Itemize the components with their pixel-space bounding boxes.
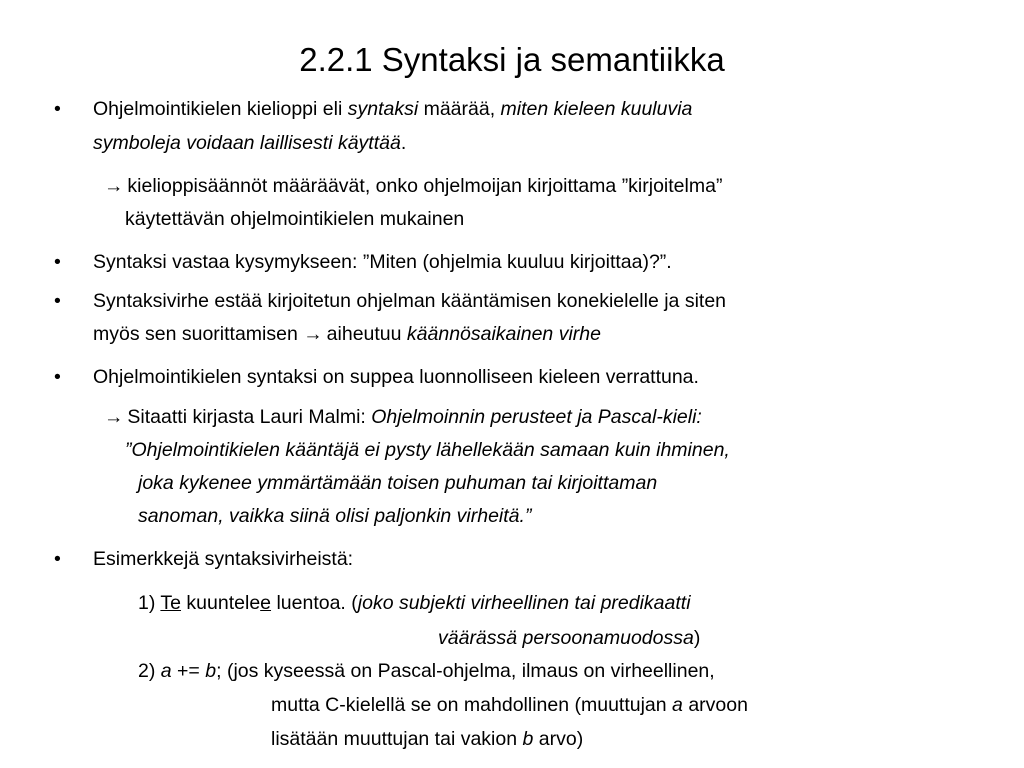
bullet-2-line-1: Syntaksi vastaa kysymykseen: ”Miten (ohjelmia kuuluu kirjoittaa)?”. (93, 251, 672, 273)
bullet-icon: • (54, 366, 61, 388)
text: lisätään muuttujan tai vakion (271, 728, 523, 750)
arrow-icon: → (303, 323, 323, 345)
bullet-icon: • (54, 98, 61, 120)
text-italic: joko subjekti virheellinen tai predikaatti (357, 592, 691, 614)
bullet-1-line-1 (93, 96, 692, 122)
example-2-line-3 (271, 726, 583, 752)
text-italic: ”Ohjelmointikielen kääntäjä ei pysty lähellekään samaan kuin ihminen, (125, 439, 730, 461)
text: Ohjelmointikielen kielioppi eli (93, 98, 348, 120)
text-italic: väärässä persoonamuodossa (438, 627, 694, 649)
example-1-line-1 (138, 590, 691, 616)
bullet-1-sub-line-2: käytettävän ohjelmointikielen mukainen (125, 208, 465, 230)
text-italic: symboleja voidaan laillisesti käyttää (93, 132, 401, 154)
slide-title: 2.2.1 Syntaksi ja semantiikka (299, 41, 725, 78)
quote-line-2 (125, 437, 730, 463)
bullet-5-line-1: Esimerkkejä syntaksivirheistä: (93, 548, 354, 570)
text-italic: a (672, 694, 683, 716)
arrow-icon: → (104, 175, 124, 197)
text: 1) (138, 592, 161, 614)
text: määrää, (418, 98, 501, 120)
text: mutta C-kielellä se on mahdollinen (muuttujan (271, 694, 673, 716)
text: Sitaatti kirjasta Lauri Malmi: (122, 406, 372, 428)
bullet-icon: • (54, 251, 61, 273)
text: ; (jos kyseessä on Pascal-ohjelma, ilmaus on virheellinen, (216, 660, 715, 682)
text-italic: Ohjelmoinnin perusteet ja Pascal-kieli: (371, 406, 702, 428)
text-italic: miten kieleen kuuluvia (500, 98, 693, 120)
quote-line-4 (138, 503, 531, 529)
text-underlined: Te (160, 592, 182, 614)
bullet-1-sub-line-1 (104, 173, 722, 199)
text: arvoon (682, 694, 748, 716)
quote-line-3 (138, 470, 657, 496)
example-2-line-1 (138, 658, 715, 684)
text-underlined: e (260, 592, 272, 614)
text-italic: käännösaikainen virhe (406, 323, 601, 345)
text: += (171, 660, 206, 682)
bullet-1-line-2 (93, 130, 406, 156)
example-2-line-2 (271, 692, 748, 718)
text-italic: b (522, 728, 534, 750)
quote-line-1 (104, 404, 702, 430)
text: luentoa. ( (271, 592, 358, 614)
text-italic: joka kykenee ymmärtämään toisen puhuman tai kirjoittaman (138, 472, 658, 494)
text: arvo) (533, 728, 584, 750)
bullet-icon: • (54, 290, 61, 312)
text-italic: syntaksi (347, 98, 419, 120)
text-italic: b (205, 660, 217, 682)
text: myös sen suorittamisen (93, 323, 304, 345)
bullet-icon: • (54, 548, 61, 570)
text: aiheutuu (321, 323, 407, 345)
text: kielioppisäännöt määräävät, onko ohjelmoijan kirjoittama ”kirjoitelma” (122, 175, 723, 197)
arrow-icon: → (104, 406, 124, 428)
bullet-4-line-1: Ohjelmointikielen syntaksi on suppea luonnolliseen kieleen verrattuna. (93, 366, 699, 388)
text-italic: a (160, 660, 172, 682)
bullet-3-line-1: Syntaksivirhe estää kirjoitetun ohjelman kääntämisen konekielelle ja siten (93, 290, 727, 312)
text-italic: sanoman, vaikka siinä olisi paljonkin virheitä.” (138, 505, 532, 527)
text: ) (693, 627, 701, 649)
text: 2) (138, 660, 161, 682)
example-1-line-2 (438, 625, 700, 651)
text: kuuntele (181, 592, 261, 614)
bullet-3-line-2 (93, 321, 601, 347)
text: . (400, 132, 407, 154)
